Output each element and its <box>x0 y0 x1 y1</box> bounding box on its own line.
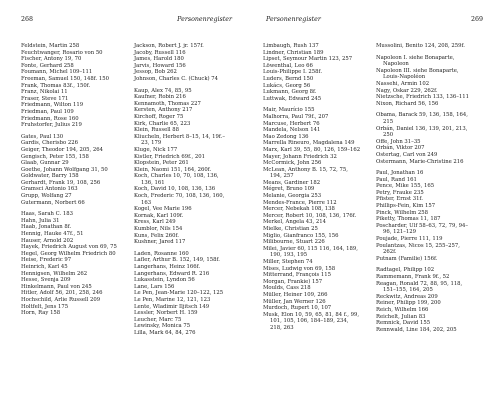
index-entry: Moulds, Cass 218 <box>263 285 311 292</box>
index-entry: Obama, Barack 59, 136, 158, 164, 215 <box>376 112 468 125</box>
index-entry: Reichelt, Julian 83 <box>376 313 426 320</box>
index-entry: Freeman, Samuel 150, 148f. 150 <box>21 75 110 82</box>
index-column <box>134 43 232 337</box>
index-entry: Mises, Ludwig von 69, 158 <box>263 265 336 272</box>
index-entry: Rammemann, Frank 9f., 52 <box>376 274 450 280</box>
index-entry: Remnick, David 155 <box>376 320 431 327</box>
index-entry: Hauser, Arnold 202 <box>21 237 74 244</box>
index-entry: Kumblor, Nils 154 <box>134 226 183 233</box>
index-entry: Gardis, Cherisbo 226 <box>21 140 79 147</box>
index-entry: Fonte, Gerhard 258 <box>21 62 74 69</box>
right-page <box>250 0 500 410</box>
index-entry: Kistler, Friedrich 69f., 201 <box>134 153 206 160</box>
index-entry: Johnson, Charles C. (Chuck) 74 <box>134 75 219 82</box>
index-entry: Melanie, Georgia 253 <box>263 193 322 200</box>
index-entry: Gutermann, Norbert 66 <box>21 199 85 206</box>
index-entry: Franz, Nikolai 11 <box>21 89 68 96</box>
index-entry: Kaufner, Robin 216 <box>134 94 186 101</box>
index-entry: Marrella Rineuro, Magdalena 149 <box>263 140 355 147</box>
index-entry: Kuns, Felix 260f. <box>134 232 179 239</box>
index-entry: Hayek, Friedrich August von 69, 75 <box>21 244 117 251</box>
index-entry: Ostertag, Carl von 249 <box>376 151 438 158</box>
index-entry: Haas, Sarah C. 183 <box>21 211 73 218</box>
index-entry: Lukasstein, Lyndon 56 <box>134 277 195 284</box>
index-entry: Petry, Frauke 235 <box>376 189 424 196</box>
index-entry: Kluge, Nick 177 <box>134 146 178 153</box>
index-entry: Miller, Stephen 74 <box>263 259 313 265</box>
index-entry: Kress, Karl 249 <box>134 219 176 226</box>
index-entry: Gengisch, Peter 155, 158 <box>21 153 89 160</box>
index-entry: Means, Gardiner 182 <box>263 179 321 186</box>
index-entry: Kaup, Alex 74, 85, 95 <box>134 87 192 94</box>
index-entry: Lindner, Christian 189 <box>263 49 324 56</box>
index-entry: Hegel, Georg Wilhelm Friedrich 80 <box>21 250 116 257</box>
index-entry: Feldstein, Martin 258 <box>21 43 80 49</box>
right-page-header <box>250 16 500 26</box>
index-entry: Gates, Paul 130 <box>21 133 64 140</box>
index-entry: Müller, Heiner 109, 266 <box>263 291 328 298</box>
right-running-head: Personenregister <box>266 16 321 23</box>
right-index-columns <box>263 43 474 333</box>
index-entry: Lukmann, Georg 8f. <box>263 89 317 96</box>
index-entry: Lafler, Arthur B. 152, 149, 158f. <box>134 257 220 264</box>
index-entry: Lente, Wladimir Iljitsch 149 <box>134 303 210 310</box>
index-entry: Lilla, Mark 64, 84, 276 <box>134 329 196 336</box>
index-entry: Le Pen, Jean-Marie 120–122, 125 <box>134 290 224 297</box>
left-page-header <box>0 16 250 26</box>
index-entry: McLean, Anthony B. 15, 72, 75, 194, 257 <box>263 166 348 180</box>
index-entry: Langerhans, Heinz 166f. <box>134 264 201 270</box>
index-entry: Nassehi, Armin 102 <box>376 80 430 87</box>
index-entry: Geiger, Theodor 194, 205, 264 <box>21 146 104 153</box>
index-entry: Mandela, Nelson 141 <box>263 127 321 134</box>
index-entry: Kornak, Karl 109f. <box>134 212 184 219</box>
index-entry: Klein, Naomi 151, 164, 260f. <box>134 166 212 173</box>
index-entry: Hahn, Julia 31 <box>21 217 60 224</box>
index-entry: Hitler, Adolf 56, 201, 258, 246 <box>21 290 103 297</box>
index-entry: Horn, Ray 158 <box>21 310 61 317</box>
index-entry: Luttwak, Edward 245 <box>263 95 322 102</box>
left-index-columns <box>21 43 232 337</box>
index-entry: Rennwald, Line 184, 202, 205 <box>376 326 457 333</box>
index-entry: Paul, Jonathan 16 <box>376 170 424 177</box>
index-entry: Lipset, Seymour Martin 123, 257 <box>263 56 353 63</box>
index-entry: Lewinsky, Monica 75 <box>134 323 191 330</box>
index-entry: Grupp, Wolfang 27 <box>21 193 72 200</box>
index-entry: Klopstein, Peter 261 <box>134 160 189 167</box>
index-entry: Klein, Russell 88 <box>134 127 180 134</box>
index-entry: Hesse, Svenja 209 <box>21 277 71 284</box>
index-entry: Poscharder, Ulf 58–63, 72, 79, 94–96, 121–129 <box>376 222 469 236</box>
index-entry: Langerhans, Edward R. 216 <box>134 270 210 277</box>
index-entry: Merkel, Angela 43, 214 <box>263 219 327 226</box>
index-entry: Löwenthal, Leo 66 <box>263 62 313 69</box>
index-entry: Reich, Wilhelm 166 <box>376 306 429 313</box>
index-entry: Lane, Lars 156 <box>134 283 175 290</box>
index-entry: Ostermann, Marie-Christine 216 <box>376 158 464 165</box>
index-entry: Musk, Elon 10, 59, 65, 81, 84 f., 99, 101, 105, 106, 184–189, 234, 218, 263 <box>263 311 360 331</box>
index-entry: Kliucheln, Herbert 8–15, 14, 19f.–23, 179 <box>134 133 225 147</box>
index-entry: Glaab, Gunnar 29 <box>21 160 69 167</box>
index-column <box>376 43 474 333</box>
index-entry: Lukács, Georg 56 <box>263 82 311 89</box>
index-entry: Heise, Frederic 97 <box>21 257 72 264</box>
index-entry: Pence, Mike 155, 165 <box>376 183 435 190</box>
right-page-number: 269 <box>470 16 483 23</box>
index-entry: Kersten, Anthony 217 <box>134 107 193 114</box>
index-entry: Mercer, Robert 10, 108, 136, 176f. <box>263 212 357 219</box>
index-entry: Laden, Rosanne 160 <box>134 250 189 257</box>
index-entry: Poujade, Pierre 111, 119 <box>376 236 443 243</box>
index-entry: Pfister, Ernst 31f. <box>376 196 423 203</box>
index-entry: Luders, Bernd 150 <box>263 75 314 82</box>
index-entry: Milei, Javier 60, 115 116, 164, 189, 190, 193, 195 <box>263 245 358 259</box>
index-entry: Heinrich, Karl 45 <box>21 264 68 270</box>
index-entry: Fischer, Antony 19, 70 <box>21 56 82 63</box>
index-entry: Frank, Thomas 83f., 150f. <box>21 82 91 89</box>
index-entry: Le Pen, Marine 12, 121, 123 <box>134 296 211 303</box>
index-entry: Jessop, Bob 262 <box>134 69 177 76</box>
index-entry: Miglio, Gianfranco 155, 156 <box>263 232 339 239</box>
index-entry: Radtagel, Philipp 102 <box>376 267 435 274</box>
index-entry: Hennig, Hauke 47f., 51 <box>21 231 84 238</box>
index-column <box>263 43 361 333</box>
index-entry: Holtfelt, Jens 175 <box>21 303 69 310</box>
index-entry: Nagy, Oskar 229, 262f. <box>376 87 438 94</box>
index-entry: Putnam (Familie) 156f. <box>376 255 438 262</box>
index-entry: Koch, Charles 10, 70, 108, 136, 136, 161 <box>134 173 219 186</box>
index-entry: Foumann, Michel 109–111 <box>21 69 93 76</box>
index-entry: Kirk, Charlie 65, 223 <box>134 120 191 127</box>
index-entry: Jarvis, Howard 156 <box>134 62 186 69</box>
index-entry: Fruhstorfer, Julius 219 <box>21 122 82 129</box>
index-entry: Louis-Philippe I. 258f. <box>263 69 323 76</box>
index-entry: Jackson, Robert J. jr. 157f. <box>134 43 204 49</box>
index-column <box>21 43 119 337</box>
index-entry: Hinkelmann, Paul von 245 <box>21 283 92 290</box>
index-entry: McCormick, John 256 <box>263 160 322 167</box>
index-entry: Hochschild, Arlie Russell 209 <box>21 296 101 303</box>
index-entry: Marx, Karl 39, 55, 80, 126, 159–162 <box>263 146 361 153</box>
index-entry: Mendes-France, Pierre 112 <box>263 199 337 206</box>
index-entry: Fraser, Steve 171 <box>21 95 69 102</box>
left-page-number: 268 <box>21 16 34 23</box>
index-entry: Kushner, Jared 117 <box>134 239 186 246</box>
index-entry: Friedman, Paul 109 <box>21 108 74 115</box>
index-entry: Napoleon III. siehe Bonaparte, Louis-Napoléon <box>376 67 459 81</box>
index-entry: Koch, Frederic 70, 108, 136, 160, 163 <box>134 193 225 206</box>
index-entry: Goethe, Johann Wolfgang 31, 50 <box>21 166 108 173</box>
index-entry: Milibourne, Stuart 226 <box>263 239 325 246</box>
index-entry: Friedmann, Wilton 119 <box>21 102 84 109</box>
index-entry: Kennamoth, Thomas 227 <box>134 100 201 107</box>
index-entry: Kogel, Vee Marie 196 <box>134 206 192 213</box>
index-entry: Koch, David 10, 108, 136, 136 <box>134 186 216 193</box>
index-entry: Nixon, Richard 56, 156 <box>376 100 439 107</box>
index-entry: Poulantzas, Nicos 15, 255–257, 262f. <box>376 242 460 256</box>
left-running-head: Personenregister <box>177 16 232 23</box>
index-entry: Paul, Rand 161 <box>376 176 417 183</box>
index-entry: Mayer, Johann Friedrich 32 <box>263 153 337 160</box>
index-entry: Offe, John 31–35 <box>376 138 421 145</box>
index-entry: Mégret, Bruno 109 <box>263 186 315 193</box>
index-entry: Orbán, Daniel 136, 139, 201, 213, 250 <box>376 125 468 139</box>
index-entry: Malhorra, Paul 79f., 207 <box>263 113 329 120</box>
index-entry: Müller, Jan Werner 126 <box>263 298 326 305</box>
index-entry: Pinck, Wilhelm 258 <box>376 209 429 216</box>
index-entry: Mao Zedong 136 <box>263 133 309 140</box>
index-entry: Lessler, Norbert H. 159 <box>134 310 198 317</box>
index-entry: Jacoby, Russell 116 <box>134 49 186 56</box>
index-entry: Morgan, Frankie) 157 <box>263 278 323 285</box>
index-entry: Feuchtwanger, Rosario von 50 <box>21 49 103 56</box>
index-entry: Murdoch, Rupert 10, 107 <box>263 305 332 312</box>
index-entry: Reckwitz, Andreas 209 <box>376 293 438 300</box>
index-entry: Phillips-Fein, Kim 157 <box>376 203 436 210</box>
index-entry: Gerhardt, Frank 19, 108, 256 <box>21 179 101 186</box>
index-entry: Orbán, Viktor 207 <box>376 145 425 152</box>
index-entry: Leucher, Marc 75 <box>134 316 182 323</box>
index-entry: Limbaugh, Rush 137 <box>263 43 319 49</box>
index-entry: Nietzsche, Friedrich 133, 136–111 <box>376 94 470 101</box>
index-entry: Hennigsen, Wilhelm 262 <box>21 270 88 277</box>
index-entry: Goldwater, Barry 158 <box>21 173 79 180</box>
index-entry: Haab, Jonathan 8f. <box>21 224 72 231</box>
index-entry: Napoleon I. siehe Bonaparte, Napoleon <box>376 54 455 68</box>
index-entry: Mitterrand, François 115 <box>263 272 332 279</box>
index-entry: Mussolini, Benito 124, 208, 259f. <box>376 43 465 49</box>
index-entry: Friedmann, Rose 160 <box>21 115 79 122</box>
index-entry: Mercer, Nebekah 108, 138 <box>263 206 335 213</box>
index-entry: James, Harold 180 <box>134 56 184 63</box>
index-entry: Gramsci Antonio 163 <box>21 186 78 193</box>
index-entry: Mielke, Christian 25 <box>263 226 318 233</box>
index-entry: Kirchoff, Roger 75 <box>134 113 184 120</box>
index-entry: Marcuse, Herbert 76 <box>263 120 320 127</box>
index-entry: Reiner, Philipp 199, 200 <box>376 300 441 307</box>
index-entry: Piketty, Thomas 11, 187 <box>376 216 441 223</box>
index-entry: Mair, Maurício 155 <box>263 107 315 114</box>
index-entry: Reagan, Ronald 72, 88, 95, 118, 151–155, 164, 205 <box>376 280 463 294</box>
